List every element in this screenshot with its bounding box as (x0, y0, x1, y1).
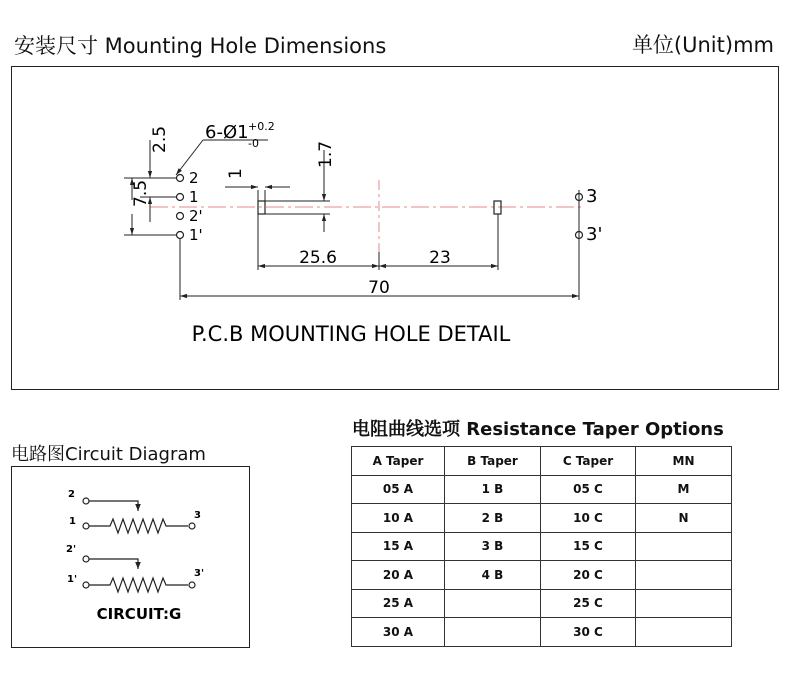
dim-text-1: 1 (226, 168, 246, 179)
table-row (352, 589, 732, 618)
table-cell: 10 C (541, 504, 636, 533)
dim-text-23: 23 (429, 248, 451, 268)
table-cell (636, 589, 732, 618)
table-cell (445, 589, 541, 618)
circuit-diagram-panel (11, 466, 250, 648)
pin-label-3p: 3' (586, 224, 603, 245)
table-cell: 10 A (352, 504, 445, 533)
terminal-2p (83, 556, 89, 562)
terminal-2 (83, 498, 89, 504)
resistor-bottom (89, 578, 188, 592)
hole-pin-1 (177, 194, 184, 201)
table-cell: 25 C (541, 589, 636, 618)
table-cell: 30 C (541, 618, 636, 647)
dim-text-1-7: 1.7 (316, 140, 336, 168)
terminal-3 (189, 523, 195, 529)
table-row (352, 475, 732, 504)
circuit-diagram (12, 467, 251, 649)
table-cell: 05 A (352, 475, 445, 504)
hole-pin-2p (177, 213, 184, 220)
table-cell: 4 B (445, 561, 541, 590)
dim-text-2-5: 2.5 (150, 125, 170, 153)
pin-label-1: 1 (189, 188, 199, 206)
pin-label-3: 3 (586, 186, 598, 207)
circuit-pin-label-3p: 3' (194, 568, 205, 579)
table-row (352, 618, 732, 647)
table-cell: 3 B (445, 532, 541, 561)
hole-spec-upper-tol: +0.2 (248, 120, 275, 133)
taper-options-title: 电阻曲线选项 Resistance Taper Options (352, 419, 724, 440)
wiper-lead-bottom (89, 559, 138, 569)
resistor-top (89, 519, 188, 533)
circuit-pin-label-3: 3 (194, 510, 201, 521)
circuit-pin-label-1p: 1' (67, 574, 78, 585)
circuit-label: CIRCUIT:G (96, 605, 182, 623)
circuit-diagram-title: 电路图Circuit Diagram (11, 444, 206, 465)
page-title: 安装尺寸 Mounting Hole Dimensions (14, 34, 387, 58)
hole-pin-1p (177, 232, 184, 239)
unit-label: 单位(Unit)mm (631, 33, 774, 57)
terminal-3p (189, 582, 195, 588)
hole-spec-text: 6-Ø1 (205, 122, 249, 143)
circuit-pin-label-1: 1 (69, 516, 76, 527)
table-header-row (352, 447, 732, 476)
dim-text-7-5: 7.5 (131, 179, 151, 207)
pin-label-2: 2 (189, 169, 199, 187)
taper-options-table (351, 446, 732, 647)
table-row (352, 561, 732, 590)
table-cell: 25 A (352, 589, 445, 618)
table-cell (636, 618, 732, 647)
dim-text-70: 70 (368, 278, 390, 298)
terminal-1p (83, 582, 89, 588)
hole-spec-lower-tol: -0 (248, 137, 259, 150)
table-cell: 05 C (541, 475, 636, 504)
table-cell (636, 532, 732, 561)
table-cell: 20 C (541, 561, 636, 590)
terminal-1 (83, 523, 89, 529)
header-mn: MN (636, 447, 732, 476)
pin-label-2p: 2' (189, 207, 203, 225)
table-cell: M (636, 475, 732, 504)
table-cell: 2 B (445, 504, 541, 533)
pin-label-1p: 1' (189, 226, 203, 244)
circuit-pin-label-2p: 2' (66, 544, 77, 555)
hole-pin-2 (177, 175, 184, 182)
header-c-taper: C Taper (541, 447, 636, 476)
header-a-taper: A Taper (352, 447, 445, 476)
dim-text-25-6: 25.6 (299, 248, 337, 268)
header-b-taper: B Taper (445, 447, 541, 476)
wiper-lead-top (89, 501, 138, 511)
circuit-pin-label-2: 2 (68, 489, 75, 500)
table-row (352, 532, 732, 561)
table-cell (445, 618, 541, 647)
table-cell: 1 B (445, 475, 541, 504)
pcb-caption: P.C.B MOUNTING HOLE DETAIL (191, 322, 511, 346)
table-cell (636, 561, 732, 590)
table-cell: 15 C (541, 532, 636, 561)
table-cell: 15 A (352, 532, 445, 561)
table-cell: 20 A (352, 561, 445, 590)
table-cell: N (636, 504, 732, 533)
table-cell: 30 A (352, 618, 445, 647)
table-row (352, 504, 732, 533)
